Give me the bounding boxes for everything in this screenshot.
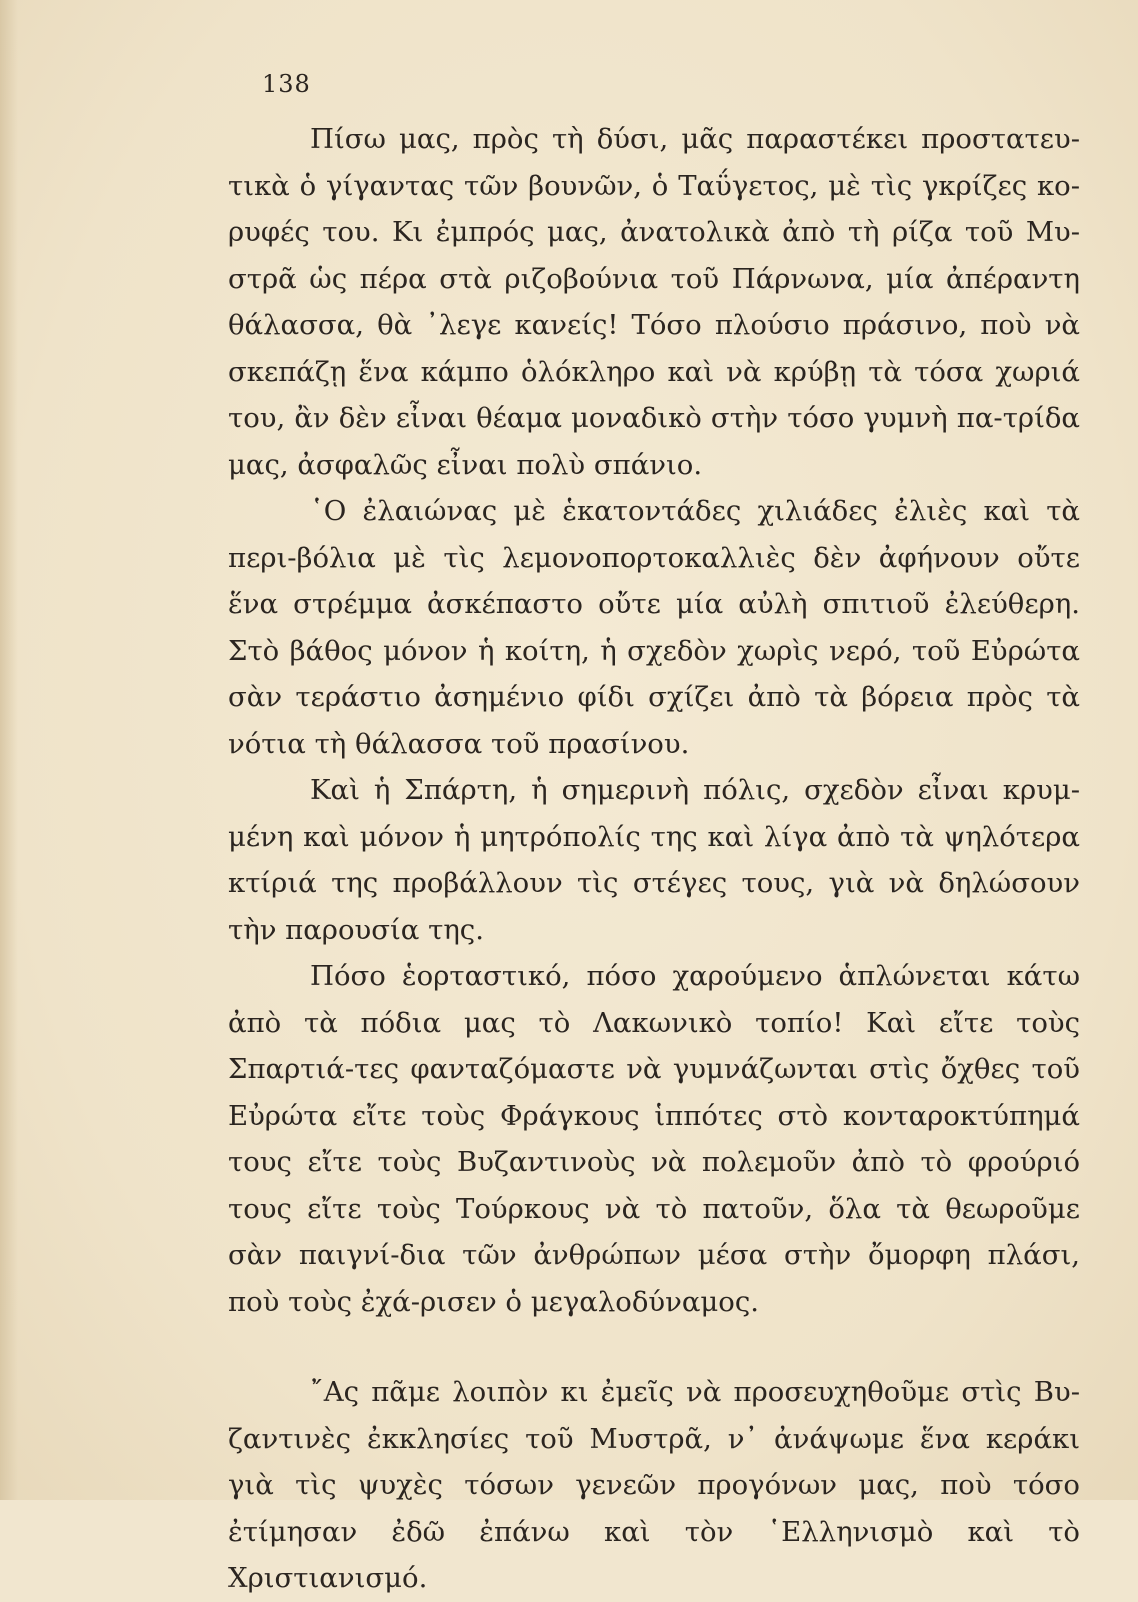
page-number: 138 [262,70,311,98]
paragraph-5: ῎Ας πᾶμε λοιπὸν κι ἐμεῖς νὰ προσευχηθοῦμε στὶς Βυ-ζαντινὲς ἐκκλησίες τοῦ Μυστρᾶ, ν᾽ ἀνάψωμε ἕνα κεράκι γιὰ τὶς ψυχὲς τόσων γενεῶν προγόνων μας, ποὺ τόσο ἐτίμησαν ἐδῶ ἐπάνω καὶ τὸν ῾Ελληνισμὸ καὶ τὸ Χριστιανισμό. [228,1376,1080,1594]
section-gap [228,1325,1080,1369]
binding-shadow [0,0,18,1500]
paragraph-1: Πίσω μας, πρὸς τὴ δύσι, μᾶς παραστέκει προστατευ-τικὰ ὁ γίγαντας τῶν βουνῶν, ὁ Ταΰγετος, μὲ τὶς γκρίζες κο-ρυφές του. Κι ἐμπρός μας, ἀνατολικὰ ἀπὸ τὴ ρίζα τοῦ Μυ-στρᾶ ὡς πέρα στὰ ριζοβούνια τοῦ Πάρνωνα, μία ἀπέραντη θάλασσα, θὰ ᾽λεγε κανείς! Τόσο πλούσιο πράσινο, ποὺ νὰ σκεπάζῃ ἕνα κάμπο ὁλόκληρο καὶ νὰ κρύβῃ τὰ τόσα χωριά του, ἂν δὲν εἶναι θέαμα μοναδικὸ στὴν τόσο γυμνὴ πα-τρίδα μας, ἀσφαλῶς εἶναι πολὺ σπάνιο. [228,123,1080,481]
paragraph-2: ῾Ο ἐλαιώνας μὲ ἑκατοντάδες χιλιάδες ἐλιὲς καὶ τὰ περι-βόλια μὲ τὶς λεμονοπορτοκαλλιὲς δὲν ἀφήνουν οὔτε ἕνα στρέμμα ἀσκέπαστο οὔτε μία αὐλὴ σπιτιοῦ ἐλεύθερη. Στὸ βάθος μόνον ἡ κοίτη, ἡ σχεδὸν χωρὶς νερό, τοῦ Εὐρώτα σὰν τεράστιο ἀσημένιο φίδι σχίζει ἀπὸ τὰ βόρεια πρὸς τὰ νότια τὴ θάλασσα τοῦ πρασίνου. [228,495,1080,760]
paragraph-4: Πόσο ἑορταστικό, πόσο χαρούμενο ἁπλώνεται κάτω ἀπὸ τὰ πόδια μας τὸ Λακωνικὸ τοπίο! Καὶ εἴτε τοὺς Σπαρτιά-τες φανταζόμαστε νὰ γυμνάζωνται στὶς ὄχθες τοῦ Εὐρώτα εἴτε τοὺς Φράγκους ἱππότες στὸ κονταροκτύπημά τους εἴτε τοὺς Βυζαντινοὺς νὰ πολεμοῦν ἀπὸ τὸ φρούριό τους εἴτε τοὺς Τούρκους νὰ τὸ πατοῦν, ὅλα τὰ θεωροῦμε σὰν παιγνί-δια τῶν ἀνθρώπων μέσα στὴν ὄμορφη πλάσι, ποὺ τοὺς ἐχά-ρισεν ὁ μεγαλοδύναμος. [228,960,1080,1318]
paragraph-3: Καὶ ἡ Σπάρτη, ἡ σημερινὴ πόλις, σχεδὸν εἶναι κρυμ-μένη καὶ μόνον ἡ μητρόπολίς της καὶ λίγα ἀπὸ τὰ ψηλότερα κτίριά της προβάλλουν τὶς στέγες τους, γιὰ νὰ δηλώσουν τὴν παρουσία της. [228,774,1080,946]
body-text [228,116,1080,1602]
